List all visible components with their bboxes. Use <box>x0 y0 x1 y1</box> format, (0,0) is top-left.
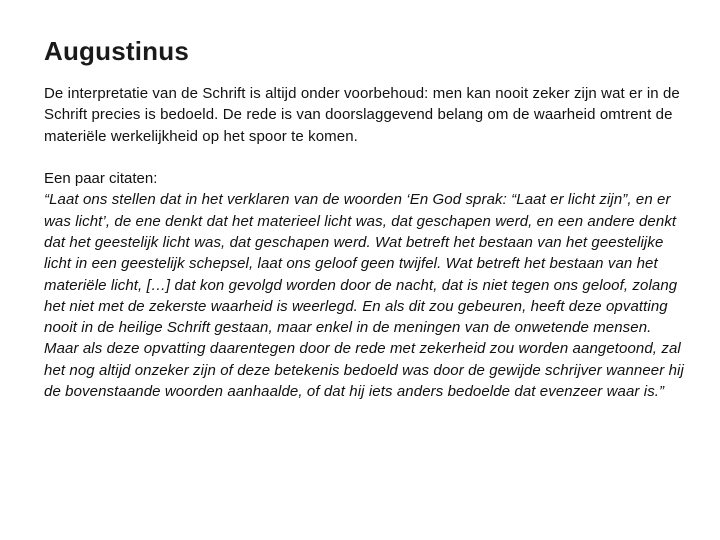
quotes-heading: Een paar citaten: <box>44 170 158 188</box>
quote-paragraph: “Laat ons stellen dat in het verklaren van de woorden ‘En God sprak: “Laat er licht zijn”, en er was licht’, de ene denkt dat het materieel licht was, dat geschapen werd, en een andere denkt dat het geestelijk licht was, dat geschapen werd. Wat betreft het bestaan van het geestelijke licht in een geestelijk schepsel, laat ons geloof geen twijfel. Wat betreft het bestaan van het materiële licht, […] dat kon gevolgd worden door de nacht, dat is niet tegen ons geloof, zolang het niet met de zekerste waarheid is weerlegd. En als dit zou gebeuren, heeft deze opvatting nooit in de heilige Schrift gestaan, maar enkel in de meningen van de onwetende mensen. Maar als deze opvatting daarentegen door de rede met zekerheid zou worden aangetoond, zal het nog altijd onzeker zijn of deze betekenis bedoeld was door de gewijde schrijver wanneer hij de bovenstaande woorden aanhaalde, of dat hij iets anders bedoelde dat evenzeer waar is.” <box>44 191 684 401</box>
slide-title: Augustinus <box>44 36 189 66</box>
intro-paragraph: De interpretatie van de Schrift is altijd onder voorbehoud: men kan nooit zeker zijn wat er in de Schrift precies is bedoeld. De rede is van doorslaggevend belang om de waarheid omtrent de materiële werkelijkheid op het spoor te komen. <box>44 85 680 145</box>
slide <box>44 30 684 402</box>
spacer <box>44 147 684 168</box>
